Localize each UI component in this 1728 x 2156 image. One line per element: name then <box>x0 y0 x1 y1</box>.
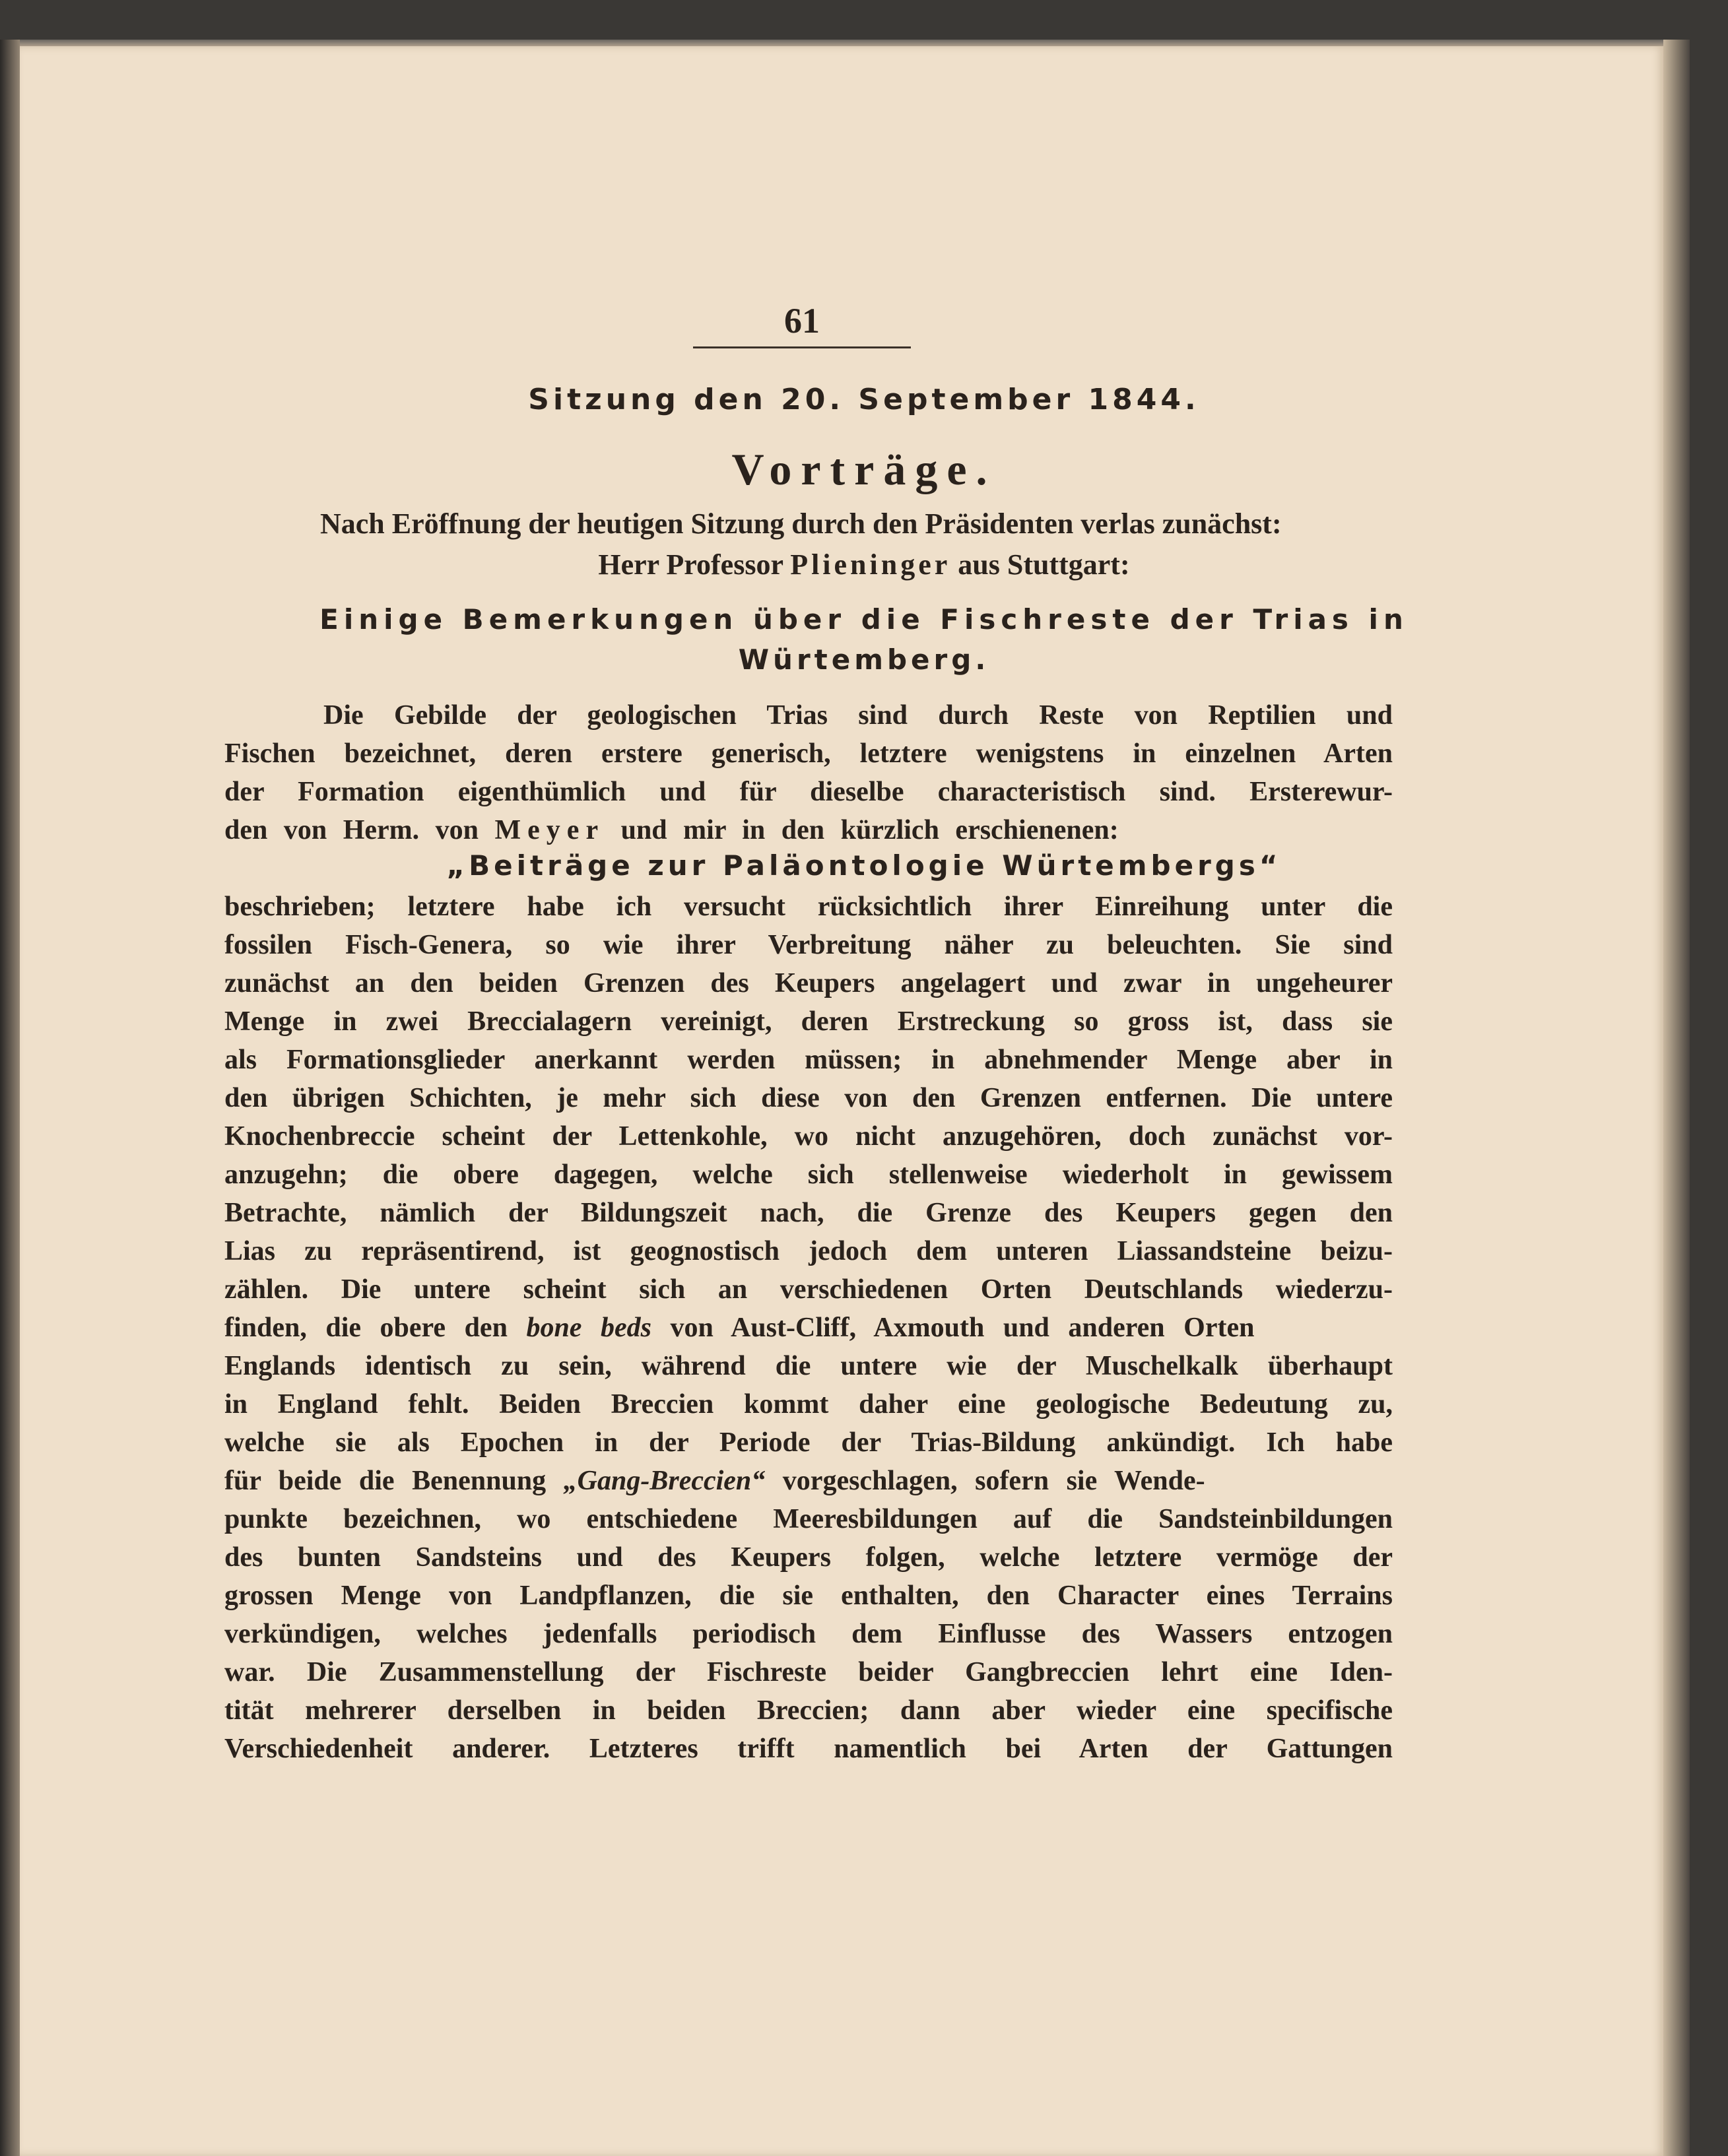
book-title-quote: „Beiträge zur Paläontologie Würtembergs“ <box>446 849 1282 882</box>
body-line: als Formationsglieder anerkannt werden müssen; in abnehmender Menge aber in <box>224 1045 1393 1075</box>
body-text: den von Herm. von <box>224 815 479 845</box>
body-line: anzugehn; die obere dagegen, welche sich stellenweise wiederholt in gewissem <box>224 1160 1393 1190</box>
body-line: fossilen Fisch-Genera, so wie ihrer Verbreitung näher zu beleuchten. Sie sind <box>224 930 1393 960</box>
section-title: Vorträge. <box>731 444 997 494</box>
body-line: Die Gebilde der geologischen Trias sind durch Reste von Reptilien und <box>323 700 1393 731</box>
body-line: welche sie als Epochen in der Periode der Trias-Bildung ankündigt. Ich habe <box>224 1427 1393 1458</box>
body-line: grossen Menge von Landpflanzen, die sie enthalten, den Character eines Terrains <box>224 1581 1393 1611</box>
author-name: Meyer <box>494 815 605 845</box>
page-number: 61 <box>784 301 820 341</box>
intro-prefix: Herr Professor <box>598 548 783 581</box>
body-line <box>224 811 1393 849</box>
page-number-rule <box>693 346 911 348</box>
body-line: Menge in zwei Breccialagern vereinigt, deren Erstreckung so gross ist, dass sie <box>224 1006 1393 1037</box>
speaker-name: Plieninger <box>790 548 951 581</box>
body-line <box>224 1462 1393 1500</box>
intro-line-1: Nach Eröffnung der heutigen Sitzung durch den Präsidenten verlas zunächst: <box>320 507 1282 540</box>
body-line: zunächst an den beiden Grenzen des Keupers angelagert und zwar in ungeheurer <box>224 968 1393 998</box>
body-line: beschrieben; letztere habe ich versucht rücksichtlich ihrer Einreihung unter die <box>224 892 1393 922</box>
body-line: Lias zu repräsentirend, ist geognostisch jedoch dem unteren Liassandsteine beizu- <box>224 1236 1393 1266</box>
body-line: in England fehlt. Beiden Breccien kommt daher eine geologische Bedeutung zu, <box>224 1389 1393 1420</box>
body-text: finden, die obere den <box>224 1313 508 1343</box>
lecture-title-line-1: Einige Bemerkungen über die Fischreste der Trias in <box>319 603 1409 636</box>
body-line: war. Die Zusammenstellung der Fischreste beider Gangbreccien lehrt eine Iden- <box>224 1657 1393 1687</box>
session-heading: Sitzung den 20. September 1844. <box>528 383 1200 416</box>
body-text: vorgeschlagen, sofern sie Wende- <box>782 1466 1205 1496</box>
body-line: den übrigen Schichten, je mehr sich diese von den Grenzen entfernen. Die untere <box>224 1083 1393 1113</box>
body-line: des bunten Sandsteins und des Keupers folgen, welche letztere vermöge der <box>224 1542 1393 1573</box>
body-line: tität mehrerer derselben in beiden Breccien; dann aber wieder eine specifische <box>224 1695 1393 1726</box>
body-text: für beide die Benennung <box>224 1466 547 1496</box>
body-line: punkte bezeichnen, wo entschiedene Meeresbildungen auf die Sandsteinbildungen <box>224 1504 1393 1534</box>
intro-line-2 <box>0 548 1728 581</box>
body-line <box>224 1309 1393 1347</box>
body-line: Betrachte, nämlich der Bildungszeit nach, die Grenze des Keupers gegen den <box>224 1198 1393 1228</box>
body-text: von Aust-Cliff, Axmouth und anderen Orten <box>670 1313 1255 1343</box>
italic-term: bone beds <box>526 1313 651 1343</box>
body-line: der Formation eigenthümlich und für dieselbe characteristisch sind. Ersterewur- <box>224 777 1393 807</box>
body-line: zählen. Die untere scheint sich an verschiedenen Orten Deutschlands wiederzu- <box>224 1274 1393 1305</box>
italic-term: „Gang-Breccien“ <box>563 1466 766 1496</box>
body-line: Fischen bezeichnet, deren erstere generisch, letztere wenigstens in einzelnen Arten <box>224 738 1393 769</box>
body-line: Verschiedenheit anderer. Letzteres trifft namentlich bei Arten der Gattungen <box>224 1734 1393 1764</box>
lecture-title-line-2: Würtemberg. <box>738 643 990 676</box>
body-line: Englands identisch zu sein, während die untere wie der Muschelkalk überhaupt <box>224 1351 1393 1381</box>
intro-suffix: aus Stuttgart: <box>958 548 1130 581</box>
body-line: Knochenbreccie scheint der Lettenkohle, wo nicht anzugehören, doch zunächst vor- <box>224 1121 1393 1152</box>
body-line: verkündigen, welches jedenfalls periodisch dem Einflusse des Wassers entzogen <box>224 1619 1393 1649</box>
page-stack-edge <box>1663 40 1690 2156</box>
body-text: und mir in den kürzlich erschienenen: <box>620 815 1119 845</box>
